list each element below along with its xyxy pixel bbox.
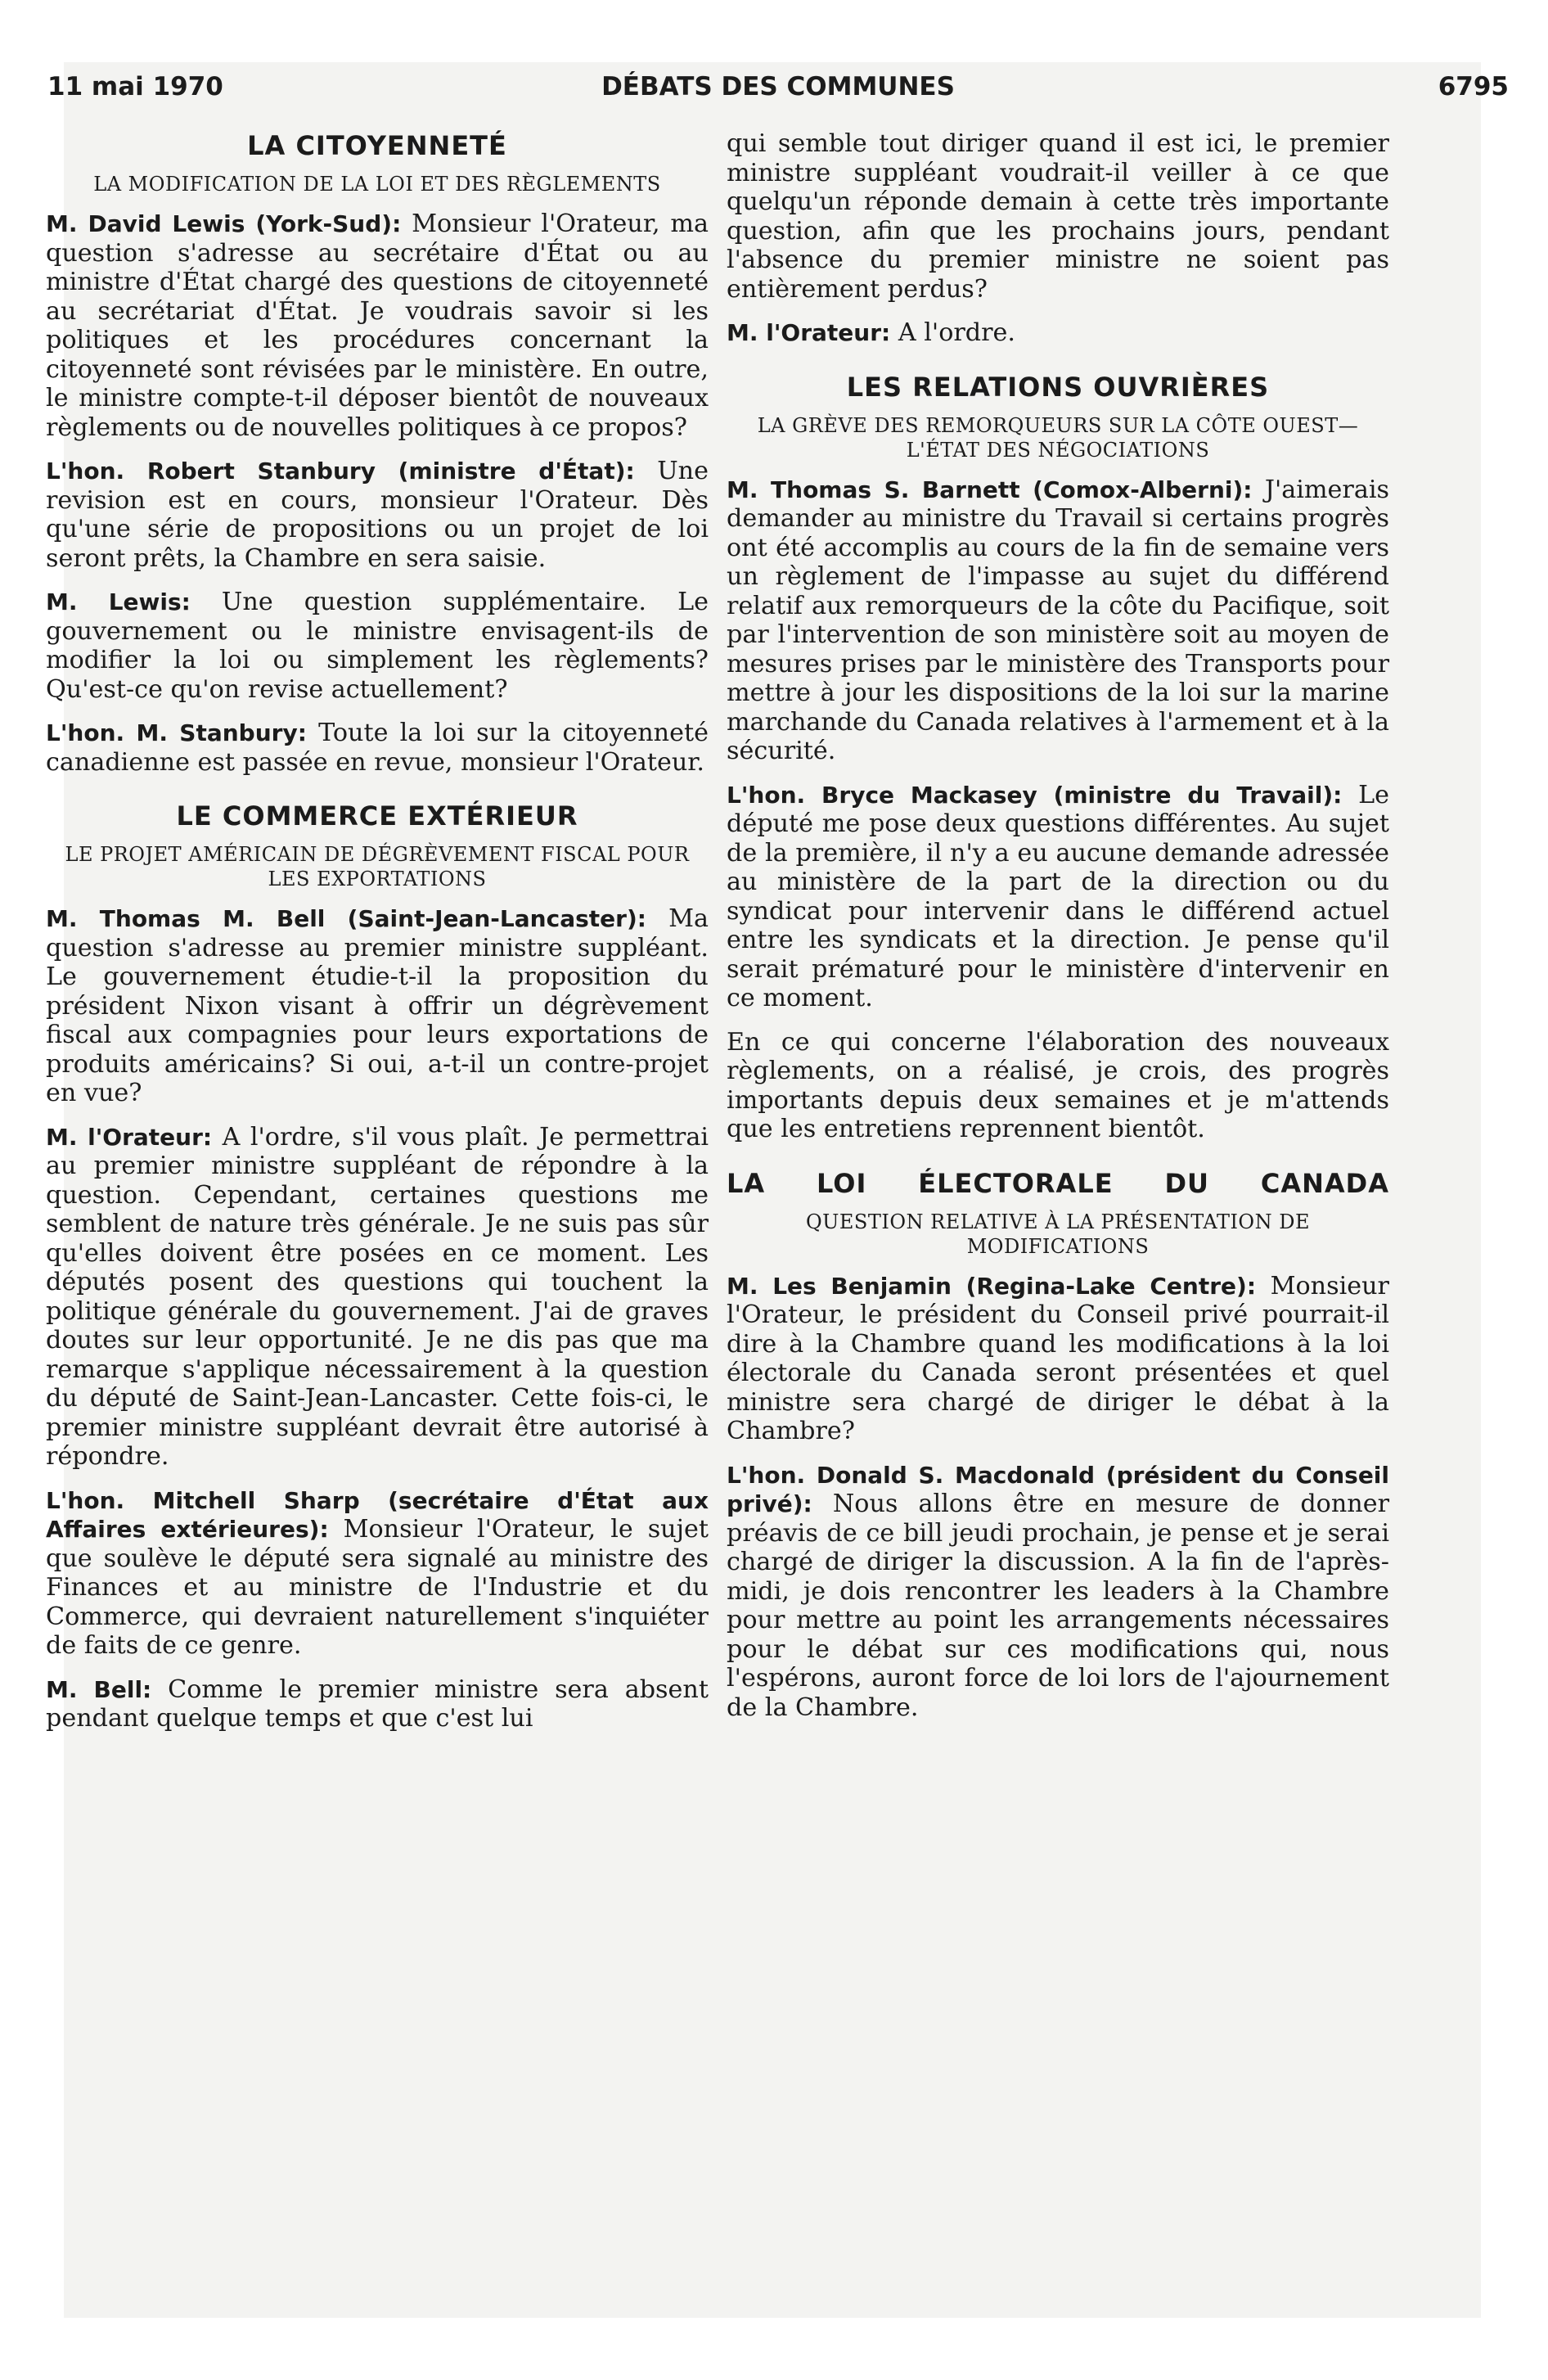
paragraph [727,781,1389,1013]
speaker-name: M. David Lewis (York-Sud): [46,210,402,237]
header-title: DÉBATS DES COMMUNES [601,72,955,101]
speaker-name: M. Les Benjamin (Regina-Lake Centre): [727,1272,1257,1300]
section-subtitle-loi-electorale: QUESTION RELATIVE À LA PRÉSENTATION DE MODIFICATIONS [806,1210,1310,1258]
right-column [727,129,1389,1737]
section-subtitle-relations-ouvrieres: LA GRÈVE DES REMORQUEURS SUR LA CÔTE OUEST—L'ÉTAT DES NÉGOCIATIONS [757,413,1359,462]
paragraph-text: Monsieur l'Orateur, ma question s'adresse au secrétaire d'État ou au ministre d'État chargé des questions de citoyenneté au secrétariat d'État. Je voudrais savoir si les politiques et les procédures concernant la citoyenneté sont révisées par le ministère. En outre, le ministre compte-t-il déposer bientôt de nouveaux règlements ou de nouvelles politiques à ce propos? [46,210,709,442]
paragraph-text: A l'ordre, s'il vous plaît. Je permettrai au premier ministre suppléant de répondre à la question. Cependant, certaines questions me semblent de nature très générale. Je ne suis pas sûr qu'elles doivent être posées en ce moment. Les députés posent des questions qui touchent la politique générale du gouvernement. J'ai de graves doutes sur leur opportunité. Je ne dis pas que ma remarque s'applique nécessairement à la question du député de Saint-Jean-Lancaster. Cette fois-ci, le premier ministre suppléant devrait être autorisé à répondre. [46,1122,709,1471]
header-page-number: 6795 [1438,72,1509,101]
speaker-name: M. Lewis: [46,588,191,615]
paragraph-text: qui semble tout diriger quand il est ici, le premier ministre suppléant voudrait-il veiller à ce que quelqu'un réponde demain à cette très importante question, afin que les prochains jours, pendant l'absence du premier ministre ne soient pas entièrement perdus? [727,129,1389,304]
paragraph-text: Toute la loi sur la citoyenneté canadienne est passée en revue, monsieur l'Orateur. [46,719,709,777]
section-title-relations-ouvrieres: LES RELATIONS OUVRIÈRES [846,371,1270,403]
speaker-name: M. Thomas M. Bell (Saint-Jean-Lancaster): [46,905,646,932]
paragraph-text: Monsieur l'Orateur, le sujet que soulève le député sera signalé au ministre des Finances et au ministre de l'Industrie et du Commerce, qui devraient naturellement s'inquiéter de faits de ce genre. [46,1515,709,1660]
section-title-citoyennete: LA CITOYENNETÉ [247,130,507,161]
paragraph [46,457,709,573]
speaker-name: L'hon. Bryce Mackasey (ministre du Travail): [727,781,1343,809]
paragraph-text: J'aimerais demander au ministre du Travail si certains progrès ont été accomplis au cours de la fin de semaine vers un règlement de l'impasse au sujet du différend relatif aux remorqueurs de la côte du Pacifique, soit par l'intervention de son ministère soit au moyen de mesures prises par le ministère des Transports pour mettre à jour les dispositions de la loi sur la marine marchande du Canada relatives à l'armement et à la sécurité. [727,475,1389,765]
section-subtitle-citoyennete: LA MODIFICATION DE LA LOI ET DES RÈGLEMENTS [93,173,661,196]
paragraph [727,1272,1389,1446]
paragraph-text: Une question supplémentaire. Le gouvernement ou le ministre envisagent-ils de modifier la loi ou simplement les règlements? Qu'est-ce qu'on revise actuellement? [46,588,709,704]
paragraph [46,1675,709,1733]
paragraph [46,1123,709,1472]
section-subtitle-commerce-exterieur: LE PROJET AMÉRICAIN DE DÉGRÈVEMENT FISCAL POUR LES EXPORTATIONS [65,843,690,890]
paragraph [727,476,1389,766]
paragraph [46,719,709,777]
section-title-loi-electorale: LA LOI ÉLECTORALE DU CANADA [727,1167,1389,1199]
paragraph-text: En ce qui concerne l'élaboration des nouveaux règlements, on a réalisé, je crois, des progrès importants depuis deux semaines et je m'attends que les entretiens reprennent bientôt. [727,1027,1389,1143]
paragraph-text: Nous allons être en mesure de donner préavis de ce bill jeudi prochain, je pense et je serai chargé de diriger la discussion. A la fin de l'après-midi, je dois rencontrer les leaders à la Chambre pour mettre au point les arrangements nécessaires pour le débat sur ces modifications qui, nous l'espérons, auront force de loi lors de l'ajournement de la Chambre. [727,1490,1389,1722]
paragraph-text: Comme le premier ministre sera absent pendant quelque temps et que c'est lui [46,1675,709,1733]
paragraph-text: Monsieur l'Orateur, le président du Conseil privé pourrait-il dire à la Chambre quand les modifications à la loi électorale du Canada seront présentées et quel ministre sera chargé de diriger le débat à la Chambre? [727,1271,1389,1445]
paragraph-text: A l'ordre. [890,318,1016,347]
left-column [46,129,709,1748]
page-header [47,72,1509,110]
paragraph [46,588,709,704]
paragraph [46,210,709,442]
paragraph [46,1486,709,1661]
section-title-commerce-exterieur: LE COMMERCE EXTÉRIEUR [176,800,578,832]
paragraph [727,1461,1389,1723]
header-date: 11 mai 1970 [47,72,223,101]
speaker-name: M. Bell: [46,1675,152,1703]
speaker-name: M. Thomas S. Barnett (Comox-Alberni): [727,476,1253,503]
speaker-name: M. l'Orateur: [727,319,891,346]
paragraph-text: Ma question s'adresse au premier ministre suppléant. Le gouvernement étudie-t-il la proposition du président Nixon visant à offrir un dégrèvement fiscal aux compagnies pour leurs exportations de produits américains? Si oui, a-t-il un contre-projet en vue? [46,904,709,1107]
paragraph [727,129,1389,304]
speaker-name: L'hon. Robert Stanbury (ministre d'État): [46,458,635,485]
paragraph [727,1028,1389,1144]
paragraph [46,904,709,1108]
speaker-name: L'hon. M. Stanbury: [46,719,307,746]
speaker-name: L'hon. Donald S. Macdonald (président du Conseil privé): [727,1461,1389,1517]
speaker-name: M. l'Orateur: [46,1123,213,1151]
paragraph-text: Le député me pose deux questions différentes. Au sujet de la première, il n'y a eu aucune demande adressée au ministère de la part de la direction ou du syndicat pour intervenir dans le différend actuel entre les syndicats et la direction. Je pense qu'il serait prématuré pour le ministère d'intervenir en ce moment. [727,780,1390,1012]
paragraph-text: Une revision est en cours, monsieur l'Orateur. Dès qu'une série de propositions ou un projet de loi seront prêts, la Chambre en sera saisie. [46,457,709,573]
paragraph [727,318,1389,348]
speaker-name: L'hon. Mitchell Sharp (secrétaire d'État aux Affaires extérieures): [46,1486,709,1543]
